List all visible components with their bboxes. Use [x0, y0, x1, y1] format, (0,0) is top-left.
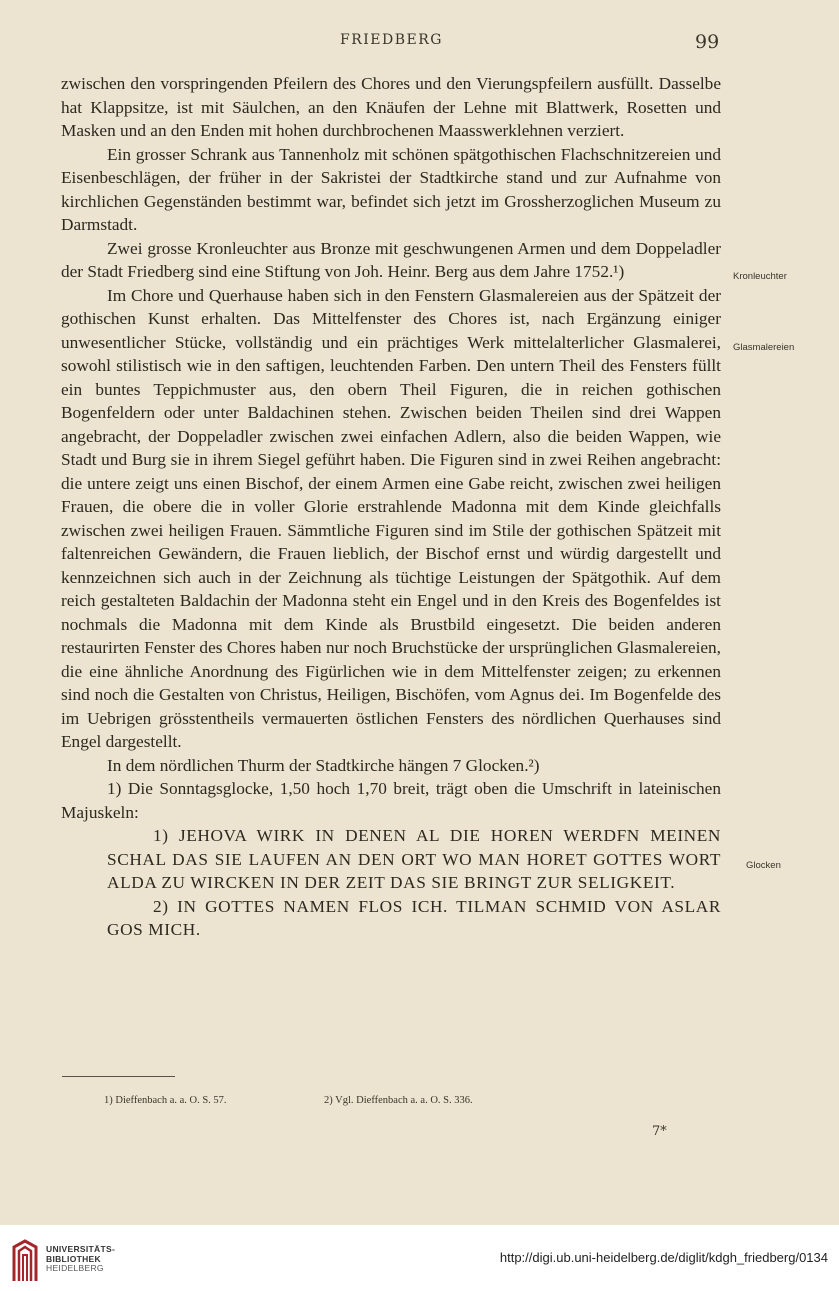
footnote-divider [62, 1076, 175, 1077]
library-name-line: UNIVERSITÄTS- [46, 1244, 116, 1254]
viewer-footer [0, 1225, 839, 1291]
body-text [61, 72, 721, 942]
source-url-link[interactable]: http://digi.ub.uni-heidelberg.de/diglit/kdgh_friedberg/0134 [499, 1250, 828, 1265]
paragraph: Zwei grosse Kronleuchter aus Bronze mit geschwungenen Armen und dem Doppeladler der Stadt Friedberg sind eine Stiftung von Joh. Heinr. Berg aus dem Jahre 1752.¹) [61, 238, 721, 281]
inscription [61, 895, 721, 942]
inscription-text: 2) IN GOTTES NAMEN FLOS ICH. TILMAN SCHMID VON ASLAR GOS MICH. [107, 896, 721, 939]
paragraph: Ein grosser Schrank aus Tannenholz mit schönen spätgothischen Flachschnitzereien und Eisenbeschlägen, der früher in der Sakristei der Stadtkirche stand und zur Aufnahme von kirchlichen Gegenständen bestimmt war, befindet sich jetzt im Grossherzoglichen Museum zu Darmstadt. [61, 144, 721, 234]
library-name-line: HEIDELBERG [46, 1263, 104, 1273]
library-name-line: BIBLIOTHEK [46, 1253, 101, 1264]
paragraph: 1) Die Sonntagsglocke, 1,50 hoch 1,70 breit, trägt oben die Umschrift in lateinischen Majuskeln: [61, 779, 721, 822]
page-header [0, 30, 839, 54]
paragraph: In dem nördlichen Thurm der Stadtkirche hängen 7 Glocken.²) [107, 755, 540, 775]
inscription [61, 824, 721, 895]
marginal-note-glasmalereien: Glasmalereien [733, 342, 795, 353]
library-name [46, 1245, 115, 1274]
library-logo-icon [10, 1239, 40, 1283]
running-title: FRIEDBERG [340, 32, 443, 48]
paragraph: Im Chore und Querhause haben sich in den Fenstern Glasmalereien aus der Spätzeit der gothischen Kunst erhalten. Das Mittelfenster des Chores ist, nach Ergänzung einiger unwesentlicher Stücke, vollständig und ein prächtiges Werk mittelalterlicher Glasmalerei, sowohl stilistisch wie in den saftigen, leuchtenden Farben. Den untern Theil des Fensters füllt ein buntes Teppichmuster aus, den obern Theil Figuren, die in reichen gothischen Bogenfeldern oder unter Baldachinen stehen. Zwischen beiden Theilen sind drei Wappen angebracht, der Doppeladler zwischen zwei einfachen Adlern, also die beiden Wappen, wie Stadt und Burg sie in ihrem Siegel geführt haben. Die Figuren sind in zwei Reihen angebracht: die untere zeigt uns einen Bischof, der einem Armen eine Gabe reicht, zwischen zwei heiligen Frauen, die obere die in voller Glorie erstrahlende Madonna mit dem Kinde gleichfalls zwischen zwei heiligen Frauen. Sämmtliche Figuren sind im Stile der gothischen Spätzeit mit faltenreichen Gewändern, die Frauen lieblich, der Bischof ernst und würdig dargestellt und kennzeichnen sich auch in der Zeichnung als tüchtige Leistungen der Spätgothik. Auf dem reich gestalteten Baldachin der Madonna steht ein Engel und in den Kreis des Bogenfeldes ist nochmals die Madonna mit dem Kinde als Brustbild eingesetzt. Die beiden anderen restaurirten Fenster des Chores haben nur noch Bruchstücke der ursprünglichen Glasmalereien, die eine ähnliche Anordnung des Figürlichen wie in dem Mittelfenster zeigen; zu erkennen sind noch die Gestalten von Christus, Heiligen, Bischöfen, vom Agnus dei. Im Bogenfelde des im Uebrigen grösstentheils vermauerten östlichen Fensters des nördlichen Querhauses sind Engel dargestellt. [61, 285, 721, 751]
sheet-signature: 7* [652, 1124, 667, 1139]
page-number: 99 [695, 31, 720, 53]
footnote-2: 2) Vgl. Dieffenbach a. a. O. S. 336. [324, 1095, 473, 1106]
footnotes [104, 1095, 724, 1106]
footnote-1: 1) Dieffenbach a. a. O. S. 57. [104, 1095, 227, 1106]
inscription-text: 1) JEHOVA WIRK IN DENEN AL DIE HOREN WERDFN MEINEN SCHAL DAS SIE LAUFEN AN DEN ORT WO MAN HORET GOTTES WORT ALDA ZU WIRCKEN IN DER ZEIT DAS SIE BRINGT ZUR SELIGKEIT. [107, 826, 721, 892]
marginal-note-glocken: Glocken [746, 860, 781, 871]
paragraph: zwischen den vorspringenden Pfeilern des Chores und den Vierungspfeilern ausfüllt. Dasselbe hat Klappsitze, ist mit Säulchen, an den Knäufen der Lehne mit Blattwerk, Rosetten und Masken und an den Enden mit hohen durchbrochenen Maasswerklehnen verziert. [61, 74, 721, 140]
marginal-note-kronleuchter: Kronleuchter [733, 271, 787, 282]
